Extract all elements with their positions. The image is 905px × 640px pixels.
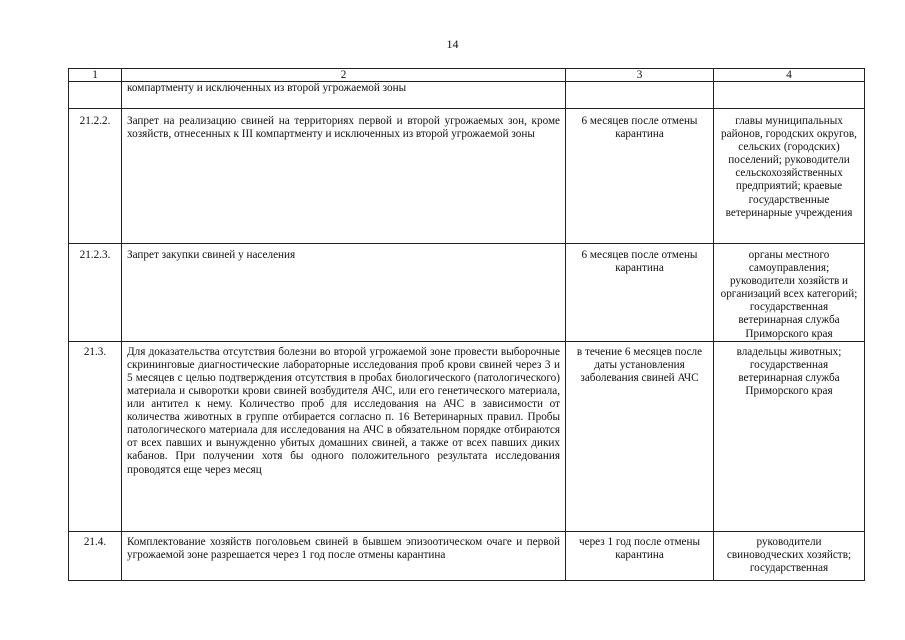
page-number: 14 bbox=[446, 37, 459, 51]
term-text: в течение 6 месяцев после даты установления заболевания свиней АЧС bbox=[566, 341, 714, 531]
responsible-text bbox=[714, 82, 865, 109]
measure-text: компартменту и исключенных из второй угрожаемой зоны bbox=[122, 82, 566, 109]
table-row-continuation bbox=[69, 82, 865, 109]
table-row bbox=[69, 244, 865, 342]
column-header: 3 bbox=[566, 69, 714, 82]
item-number: 21.3. bbox=[69, 341, 122, 531]
measure-text: Запрет закупки свиней у населения bbox=[122, 244, 566, 342]
measure-text: Запрет на реализацию свиней на территориях первой и второй угрожаемых зон, кроме хозяйств, отнесенных к III компартменту и исключенных из второй угрожаемой зоны bbox=[122, 109, 566, 244]
term-text: 6 месяцев после отмены карантина bbox=[566, 244, 714, 342]
term-text: 6 месяцев после отмены карантина bbox=[566, 109, 714, 244]
measure-text: Комплектование хозяйств поголовьем свиней в бывшем эпизоотическом очаге и первой угрожаемой зоне разрешается через 1 год после отмены карантина bbox=[122, 531, 566, 580]
item-number: 21.4. bbox=[69, 531, 122, 580]
term-text: через 1 год после отмены карантина bbox=[566, 531, 714, 580]
item-number: 21.2.2. bbox=[69, 109, 122, 244]
term-text bbox=[566, 82, 714, 109]
column-header: 2 bbox=[122, 69, 566, 82]
table-header-row bbox=[69, 69, 865, 82]
item-number: 21.2.3. bbox=[69, 244, 122, 342]
item-number bbox=[69, 82, 122, 109]
column-header: 4 bbox=[714, 69, 865, 82]
column-header: 1 bbox=[69, 69, 122, 82]
measure-text: Для доказательства отсутствия болезни во второй угрожаемой зоне провести выборочные скрининговые диагностические лабораторные исследования проб крови свиней через 3 и 5 месяцев с целью подтверждения отсутствия в пробах биологического (патологического) материала и сыворотки крови свиней возбудителя АЧС, или его генетического материала, или антител к нему. Количество проб для исследования на АЧС в зависимости от количества животных в группе отбирается согласно п. 16 Ветеринарных правил. Пробы патологического материала для исследования на АЧС в обязательном порядке отбираются от всех павших и вынужденно убитых домашних свиней, а также от всех павших диких кабанов. При получении хотя бы одного положительного результата исследования проводятся еще через месяц bbox=[122, 341, 566, 531]
responsible-text: главы муниципальных районов, городских округов, сельских (городских) поселений; руководители сельскохозяйственных предприятий; краевые государственные ветеринарные учреждения bbox=[714, 109, 865, 244]
responsible-text: руководители свиноводческих хозяйств; государственная bbox=[714, 531, 865, 580]
table-row bbox=[69, 531, 865, 580]
responsible-text: органы местного самоуправления; руководители хозяйств и организаций всех категорий; государственная ветеринарная служба Приморского края bbox=[714, 244, 865, 342]
table-row bbox=[69, 341, 865, 531]
table-row bbox=[69, 109, 865, 244]
responsible-text: владельцы животных; государственная ветеринарная служба Приморского края bbox=[714, 341, 865, 531]
measures-table bbox=[68, 68, 865, 581]
